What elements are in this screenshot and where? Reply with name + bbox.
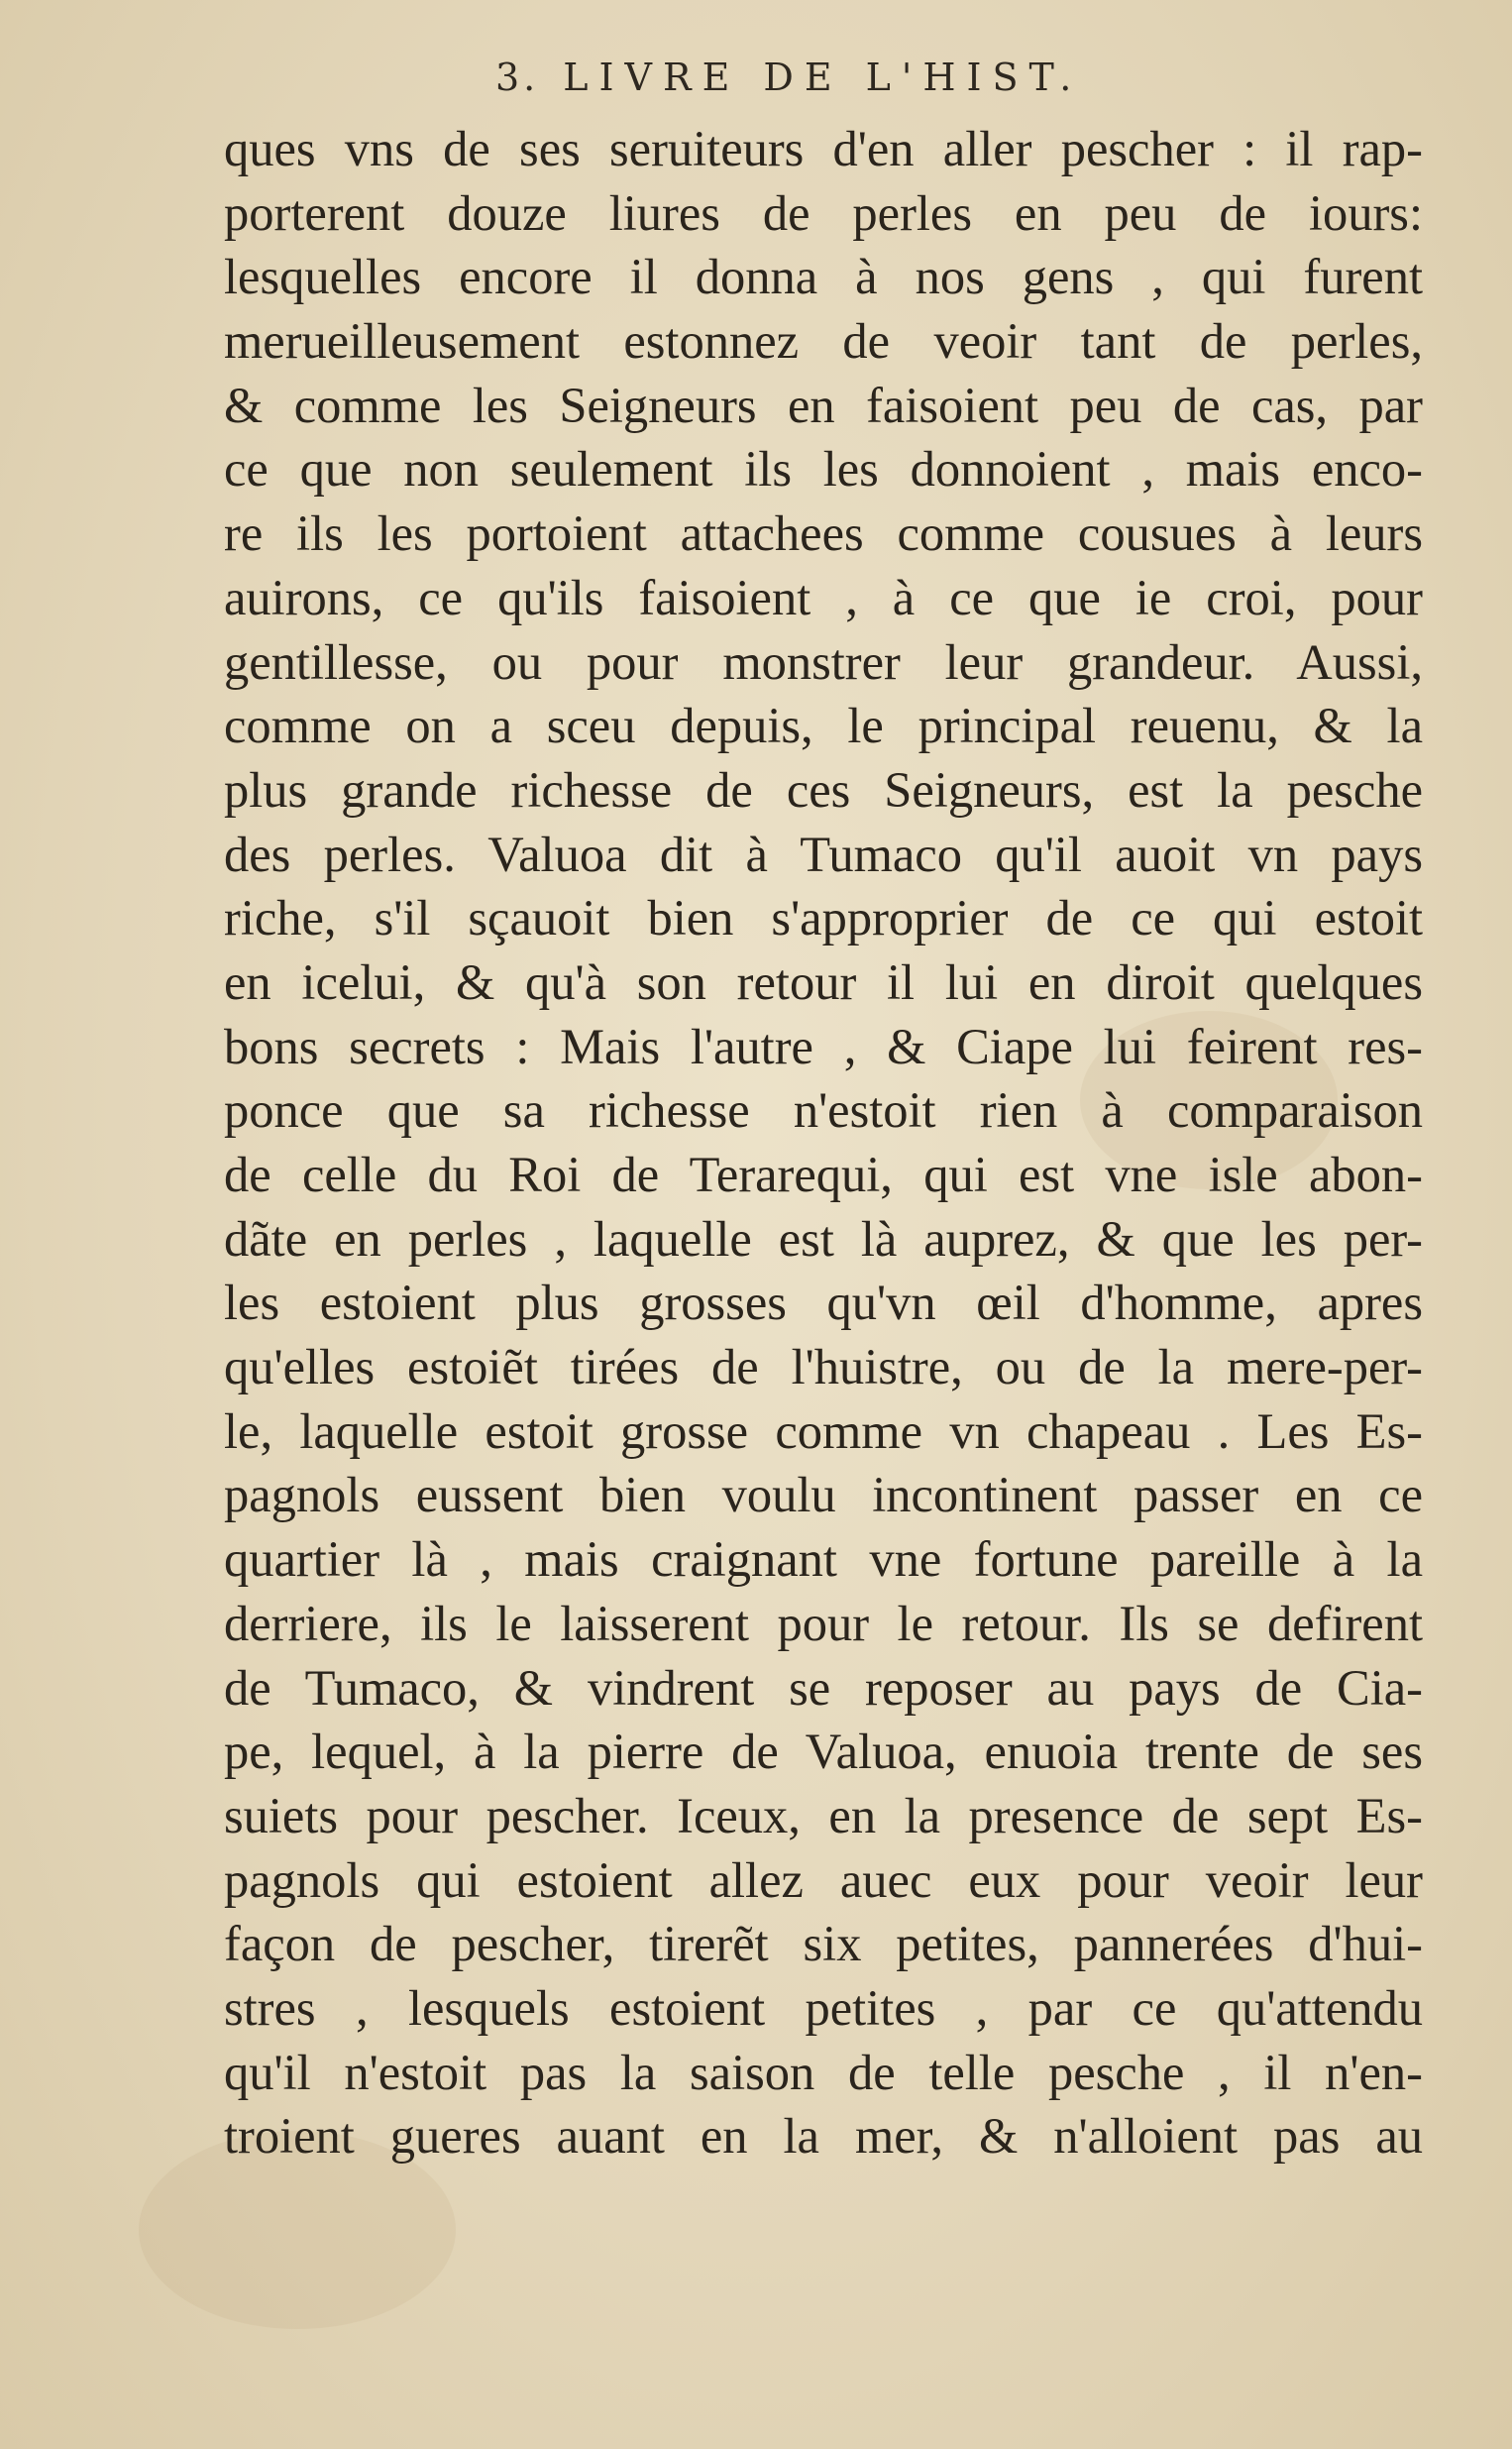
- text-line: stres , lesquels estoient petites , par ce qu'attendu: [224, 1979, 1423, 2036]
- text-line: de celle du Roi de Terarequi, qui est vne isle abon-: [224, 1147, 1423, 1202]
- text-line: qu'elles estoiẽt tirées de l'huistre, ou de la mere-per-: [224, 1339, 1423, 1395]
- body-text: [224, 117, 1423, 2169]
- text-line: plus grande richesse de ces Seigneurs, est la pesche: [224, 761, 1423, 818]
- text-line: qu'il n'estoit pas la saison de telle pesche , il n'en-: [224, 2044, 1423, 2100]
- text-line: suiets pour pescher. Iceux, en la presence de sept Es-: [224, 1787, 1423, 1843]
- text-line: comme on a sceu depuis, le principal reuenu, & la: [224, 698, 1423, 754]
- text-line: gentillesse, ou pour monstrer leur grandeur. Aussi,: [224, 633, 1423, 690]
- text-line: merueilleusement estonnez de veoir tant de perles,: [224, 313, 1423, 370]
- text-line: pagnols qui estoient allez auec eux pour veoir leur: [224, 1851, 1423, 1908]
- text-line: riche, s'il sçauoit bien s'approprier de ce qui estoit: [224, 890, 1423, 946]
- text-line: re ils les portoient attachees comme cousues à leurs: [224, 505, 1423, 562]
- text-line: façon de pescher, tirerẽt six petites, pannerées d'hui-: [224, 1916, 1423, 1972]
- text-line: bons secrets : Mais l'autre , & Ciape lui feirent res-: [224, 1018, 1423, 1074]
- text-line: ce que non seulement ils les donnoient , mais enco-: [224, 441, 1423, 498]
- text-line: en icelui, & qu'à son retour il lui en diroit quelques: [224, 953, 1423, 1010]
- folio-number: 3.: [495, 56, 540, 99]
- text-line: dãte en perles , laquelle est là auprez, & que les per-: [224, 1210, 1423, 1267]
- text-line: ques vns de ses seruiteurs d'en aller pescher : il rap-: [224, 121, 1423, 176]
- text-line: derriere, ils le laisserent pour le retour. Ils se defirent: [224, 1595, 1423, 1651]
- text-line: de Tumaco, & vindrent se reposer au pays de Cia-: [224, 1659, 1423, 1716]
- text-line: & comme les Seigneurs en faisoient peu de cas, par: [224, 377, 1423, 433]
- running-title: LIVRE DE L'HIST.: [563, 56, 1083, 99]
- text-line: les estoient plus grosses qu'vn œil d'homme, apres: [224, 1275, 1423, 1331]
- text-line: ponce que sa richesse n'estoit rien à comparaison: [224, 1082, 1423, 1139]
- text-line: lesquelles encore il donna à nos gens , qui furent: [224, 249, 1423, 305]
- text-line: troient gueres auant en la mer, & n'alloient pas au: [224, 2108, 1423, 2165]
- text-line: des perles. Valuoa dit à Tumaco qu'il auoit vn pays: [224, 826, 1423, 882]
- text-line: quartier là , mais craignant vne fortune pareille à la: [224, 1531, 1423, 1588]
- text-line: pe, lequel, à la pierre de Valuoa, enuoia trente de ses: [224, 1724, 1423, 1780]
- text-line: pagnols eussent bien voulu incontinent passer en ce: [224, 1467, 1423, 1523]
- text-line: le, laquelle estoit grosse comme vn chapeau . Les Es-: [224, 1402, 1423, 1459]
- running-header: [495, 56, 1082, 99]
- text-line: auirons, ce qu'ils faisoient , à ce que ie croi, pour: [224, 569, 1423, 625]
- text-line: porterent douze liures de perles en peu de iours:: [224, 184, 1423, 241]
